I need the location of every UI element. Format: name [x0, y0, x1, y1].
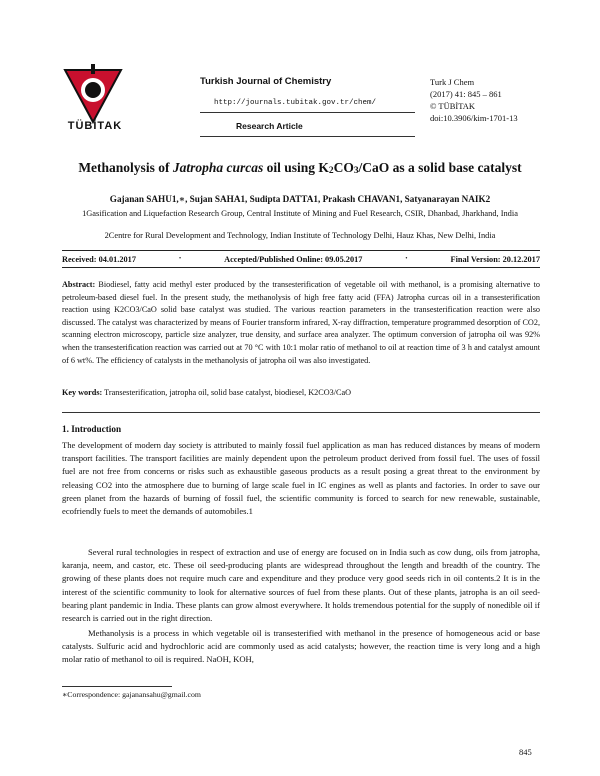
- header-divider-bottom: [200, 136, 415, 137]
- copyright: © TÜBİTAK: [430, 101, 476, 111]
- final-date: Final Version: 20.12.2017: [450, 254, 540, 264]
- paper-title: Methanolysis of Jatropha curcas oil using $K_2CO_3$/CaO as a solid base catalyst: [78, 160, 522, 176]
- separator-dot: •: [405, 256, 408, 262]
- received-date: Received: 04.01.2017: [62, 254, 136, 264]
- article-type: Research Article: [236, 121, 303, 131]
- footnote-rule: [62, 686, 172, 687]
- keywords-label: Key words:: [62, 388, 103, 397]
- page-number: 845: [519, 747, 532, 757]
- affiliation-2: 2Centre for Rural Development and Technology, Indian Institute of Technology Delhi, Hauz Khas, New Delhi, India: [104, 231, 496, 240]
- intro-paragraph-3: Methanolysis is a process in which vegetable oil is transesterified with methanol in the presence of homogeneous acid or base catalysts. Sulfuric acid and hydrochloric acid are commonly used as acid catalysts; however, the reaction time is very long and a high molar ratio of methanol to oil is required. NaOH, KOH,: [62, 628, 540, 665]
- section-heading: 1. Introduction: [62, 424, 122, 434]
- logo-text: TÜBİTAK: [67, 120, 123, 132]
- doi[interactable]: doi:10.3906/kim-1701-13: [430, 113, 518, 123]
- correspondence-footnote: ∗Correspondence: gajanansahu@gmail.com: [62, 690, 201, 699]
- dates-bar: [62, 250, 540, 268]
- intro-paragraph-2: Several rural technologies in respect of extraction and use of energy are focused on in India such as cow dung, oils from jatropha, karanja, neem, and castor, etc. These oil seed-producing plants are widespread throughout the length and breadth of the country. The growing of these plants does not require much care and expenditure and they produce very good seeds rich in oil contents.2 It is in the interest of the scientific community to look for alternative sources of fuel from these plants. Out of these plants, jatropha is an oil seed-bearing plant pandemic in India. These plants can grow almost everywhere. It holds tremendous potential for the supply of nonedible oil if research is carried out in the right direction.: [62, 547, 540, 624]
- author-list: Gajanan SAHU1,∗, Sujan SAHA1, Sudipta DATTA1, Prakash CHAVAN1, Satyanarayan NAIK2: [109, 194, 491, 204]
- affiliation-1: 1Gasification and Liquefaction Research Group, Central Institute of Mining and Fuel Research, CSIR, Dhanbad, Jharkhand, India: [82, 209, 518, 218]
- journal-url[interactable]: http://journals.tubitak.gov.tr/chem/: [213, 99, 377, 107]
- separator-dot: •: [178, 256, 182, 262]
- keywords: [62, 386, 540, 399]
- keywords-text: Transesterification, jatropha oil, solid base catalyst, biodiesel, K2CO3/CaO: [104, 388, 352, 397]
- intro-paragraph-1: The development of modern day society is attributed to mainly fossil fuel application as man has reduced distances by means of modern transport facilities. The transport facilities are mainly dependent upon the petroleum product derived from fossil fuel. The uses of fossil fuel are not free from concerns or risks such as exhaustible gaseous products as a result posing a great threat to the environment by releasing CO2 into the atmosphere due to burning of large scale fuel in IC engines as well as plants and factories. In order to save our green planet from the hazards of burning of fossil fuel, the scientific community is forced to search for new renewable, sustainable, ecofriendly fuels to meet the demands of automobiles.1: [62, 440, 540, 517]
- abstract-divider: [62, 412, 540, 413]
- abstract: [62, 279, 540, 367]
- journal-abbrev: Turk J Chem: [430, 77, 475, 87]
- abstract-label: Abstract:: [62, 280, 96, 289]
- journal-info: [200, 76, 410, 107]
- header-divider-top: [200, 112, 415, 113]
- citation-info: [430, 76, 518, 124]
- accepted-date: Accepted/Published Online: 09.05.2017: [224, 254, 363, 264]
- volume-pages: (2017) 41: 845 – 861: [430, 89, 502, 99]
- abstract-text: Biodiesel, fatty acid methyl ester produced by the transesterification of vegetable oil with methanol, is a promising alternative to petroleum-based diesel fuel. In the present study, the methanolysis of high free fatty acid (FFA) Jatropha curcas oil in a transesterification reaction using K2CO3/CaO solid base catalyst was studied. The various reaction parameters in the transesterification reaction were also discussed. The catalyst was characterized by means of Fourier transform infrared, X-ray diffraction, temperature programmed desorption of CO2, scanning electron microscopy, particle size analyzer, true density, and surface area analyzer. The optimum conversion of jatropha oil was 92% when the transesterification reaction was carried out at 70 °C with 10:1 molar ratio of methanol to oil at reaction time of 3 h and catalyst amount of 6 wt%. The efficiency of catalysts in the methanolysis of jatropha oil was also investigated.: [62, 280, 540, 365]
- journal-title: Turkish Journal of Chemistry: [200, 76, 332, 87]
